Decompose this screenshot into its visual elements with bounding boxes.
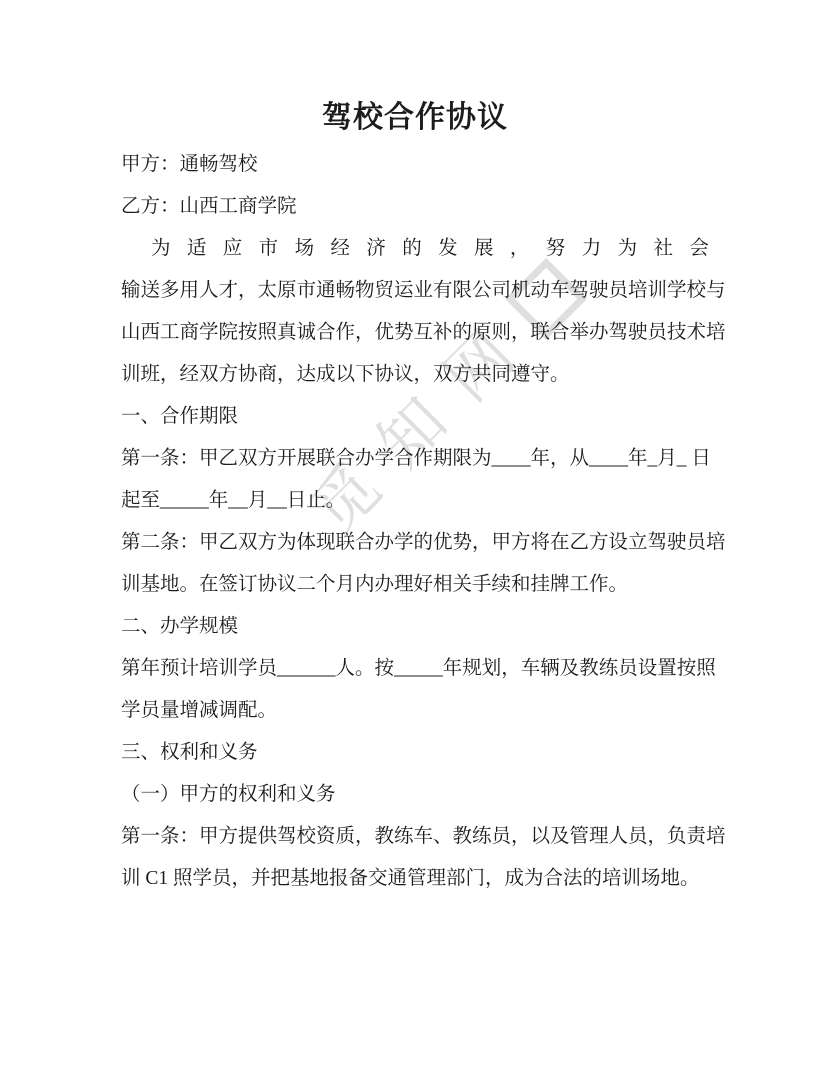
stretched-char: 场 (294, 238, 315, 259)
stretched-char: 展 (474, 238, 494, 259)
text-line: 三、权利和义务 (121, 742, 258, 763)
text-line: 第年预计培训学员______人。按_____年规划，车辆及教练员设置按照 (121, 658, 716, 679)
text-line: 一、合作期限 (121, 406, 239, 427)
stretched-char: 为 (617, 238, 638, 259)
document-body (121, 144, 726, 900)
text-line: 训 C1 照学员，并把基地报备交通管理部门，成为合法的培训场地。 (121, 868, 700, 889)
watermark-char: 知 (364, 384, 461, 481)
document-content (121, 97, 726, 900)
text-line: 第二条：甲乙双方为体现联合办学的优势，甲方将在乙方设立驾驶员培 (121, 532, 726, 553)
text-line: 输送多用人才，太原市通畅物贸运业有限公司机动车驾驶员培训学校与 (121, 280, 726, 301)
stretched-char: 为 (151, 238, 171, 259)
text-line: 学员量增减调配。 (121, 700, 278, 721)
stretched-char: 力 (581, 238, 602, 259)
watermark-char: 觅 (297, 450, 395, 548)
document-title: 驾校合作协议 (322, 101, 508, 134)
stretched-char: 的 (402, 238, 422, 259)
stretched-char: 发 (438, 238, 458, 259)
stretched-char: 努 (545, 238, 566, 259)
text-line: 乙方：山西工商学院 (121, 196, 297, 217)
stretched-char: ， (509, 238, 530, 259)
stretched-char: 市 (258, 238, 279, 259)
stretched-char: 适 (186, 238, 207, 259)
text-line: 第一条：甲方提供驾校资质，教练车、教练员，以及管理人员，负责培 (121, 826, 726, 847)
text-line: 起至_____年__月__日止。 (121, 490, 346, 511)
text-line: （一）甲方的权利和义务 (121, 784, 336, 805)
text-line: 训班，经双方协商，达成以下协议，双方共同遵守。 (121, 364, 570, 385)
stretched-char: 会 (689, 238, 709, 259)
stretched-char: 济 (366, 238, 386, 259)
stretched-char: 经 (330, 238, 350, 259)
text-line (121, 228, 709, 270)
text-line: 甲方：通畅驾校 (121, 154, 258, 175)
text-line: 第一条：甲乙双方开展联合办学合作期限为____年，从____年_月_ 日 (121, 448, 711, 469)
text-line: 二、办学规模 (121, 616, 239, 637)
stretched-char: 社 (653, 238, 673, 259)
stretched-char: 应 (222, 238, 243, 259)
text-line: 训基地。在签订协议二个月内办理好相关手续和挂牌工作。 (121, 574, 629, 595)
watermark-char: 网 (430, 317, 528, 415)
text-line: 山西工商学院按照真诚合作，优势互补的原则，联合举办驾驶员技术培 (121, 322, 726, 343)
